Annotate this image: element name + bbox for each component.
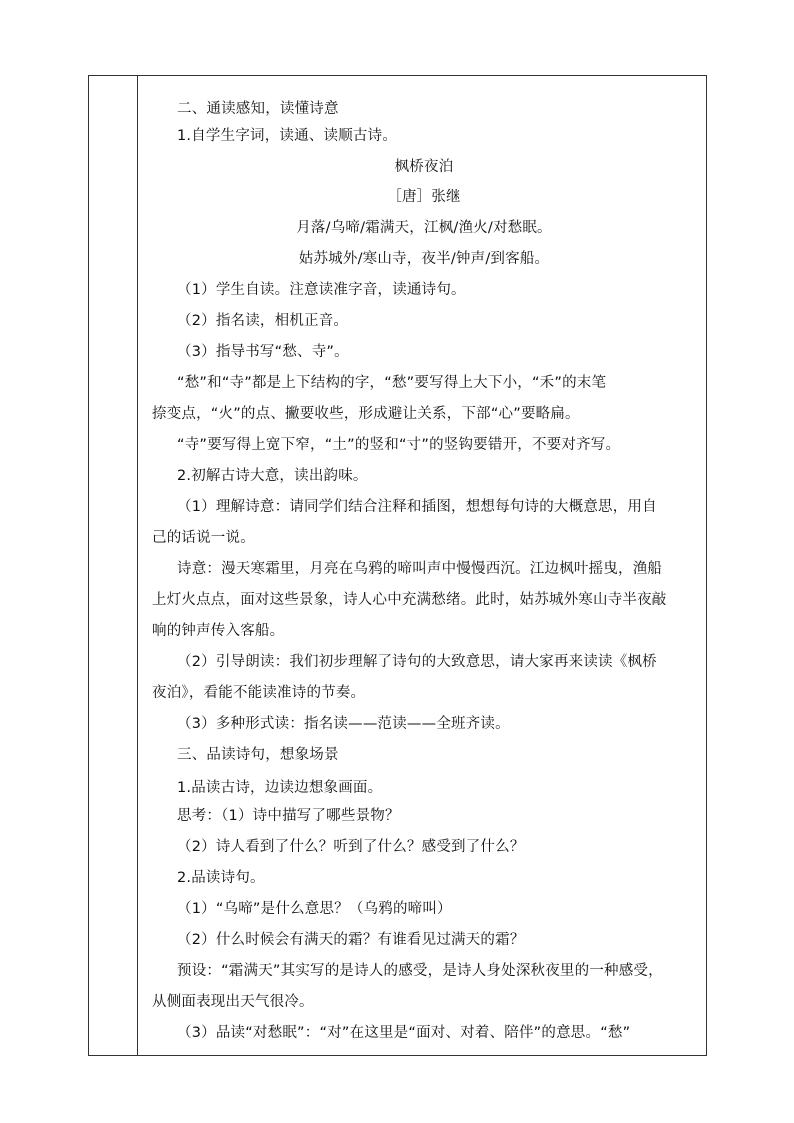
paragraph: 响的钟声传入客船。 <box>152 623 285 639</box>
paragraph: 上灯火点点，面对这些景象，诗人心中充满愁绪。此时，姑苏城外寒山寺半夜敲 <box>152 592 667 608</box>
paragraph: （2）引导朗读：我们初步理解了诗句的大致意思，请大家再来读读《枫桥 <box>177 654 657 670</box>
paragraph: 思考：（1）诗中描写了哪些景物？ <box>177 808 400 824</box>
step-2: 2.品读诗句。 <box>177 870 265 886</box>
paragraph: （1）“乌啼”是什么意思？（乌鸦的啼叫） <box>177 901 452 917</box>
step-2: 2.初解古诗大意，读出韵味。 <box>177 468 368 484</box>
column-divider <box>137 76 138 1055</box>
poem-author: ［唐］张继 <box>387 189 461 205</box>
paragraph: 己的话说一说。 <box>152 530 255 546</box>
paragraph: “愁”和“寺”都是上下结构的字，“愁”要写得上大下小，“禾”的末笔 <box>177 375 607 391</box>
paragraph: 诗意：漫天寒霜里，月亮在乌鸦的啼叫声中慢慢西沉。江边枫叶摇曳，渔船 <box>177 561 663 577</box>
step-1: 1.品读古诗，边读边想象画面。 <box>177 780 383 796</box>
paragraph: 从侧面表现出天气很冷。 <box>152 994 314 1010</box>
paragraph: “寺”要写得上宽下窄，“土”的竖和“寸”的竖钩要错开，不要对齐写。 <box>177 437 621 453</box>
poem-line-1: 月落/乌啼/霜满天，江枫/渔火/对愁眠。 <box>296 220 552 236</box>
poem-title: 枫桥夜泊 <box>394 159 454 175</box>
paragraph: 夜泊》，看能不能读准诗的节奏。 <box>152 685 366 701</box>
lesson-content <box>142 76 706 1055</box>
paragraph: （3）指导书写“愁、寺”。 <box>177 344 349 360</box>
paragraph: 预设：“霜满天”其实写的是诗人的感受，是诗人身处深秋夜里的一种感受， <box>177 963 663 979</box>
paragraph: （1）学生自读。注意读准字音，读通诗句。 <box>177 282 466 298</box>
poem-line-2: 姑苏城外/寒山寺，夜半/钟声/到客船。 <box>298 251 550 267</box>
lesson-table <box>88 75 707 1056</box>
paragraph: （2）什么时候会有满天的霜？有谁看见过满天的霜？ <box>177 932 525 948</box>
paragraph: 捺变点，“火”的点、撇要收些，形成避让关系，下部“心”要略扁。 <box>152 406 580 422</box>
paragraph: （3）品读“对愁眠”：“对”在这里是“面对、对着、陪伴”的意思。“愁” <box>177 1025 631 1041</box>
section-heading-3: 三、品读诗句，想象场景 <box>177 747 339 763</box>
paragraph: （2）诗人看到了什么？听到了什么？感受到了什么？ <box>177 839 525 855</box>
section-heading-2: 二、通读感知，读懂诗意 <box>177 101 339 117</box>
paragraph: （3）多种形式读：指名读——范读——全班齐读。 <box>177 716 510 732</box>
paragraph: （1）理解诗意：请同学们结合注释和插图，想想每句诗的大概意思，用自 <box>177 499 657 515</box>
paragraph: （2）指名读，相机正音。 <box>177 313 349 329</box>
step-1: 1.自学生字词，读通、读顺古诗。 <box>177 128 398 144</box>
